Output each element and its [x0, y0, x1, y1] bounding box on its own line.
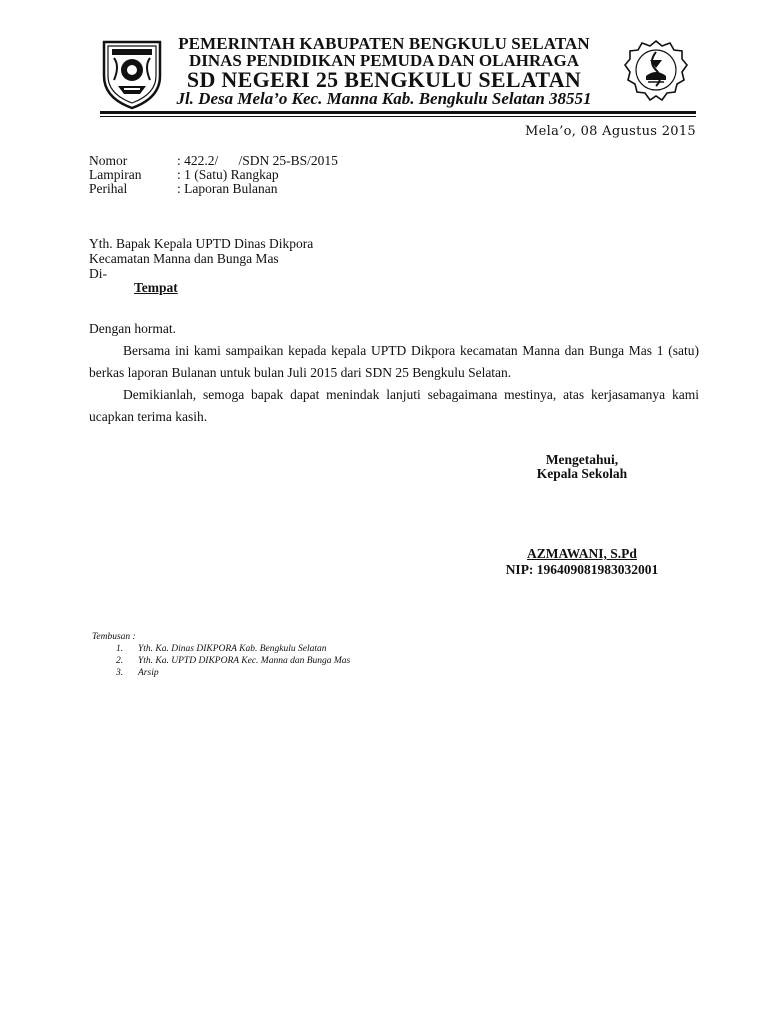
signature-nip: NIP: 196409081983032001: [505, 562, 659, 577]
greeting: Dengan hormat.: [89, 321, 176, 336]
tembusan-title: Tembusan :: [92, 632, 136, 642]
letterhead-school-name: SD NEGERI 25 BENGKULU SELATAN: [186, 67, 582, 92]
body-paragraph-2: Demikianlah, semoga bapak dapat menindak lanjuti sebagaimana mestinya, atas kerjasamanya kami ucapkan terima kasih.: [89, 387, 699, 424]
meta-value: : Laporan Bulanan: [177, 181, 278, 196]
meta-label: Perihal: [89, 181, 128, 196]
meta-label: Lampiran: [89, 167, 142, 182]
signature-name: AZMAWANI, S.Pd: [527, 546, 637, 561]
meta-value: : 1 (Satu) Rangkap: [177, 167, 279, 182]
body-paragraph-1: Bersama ini kami sampaikan kepada kepala UPTD Dikpora kecamatan Manna dan Bunga Mas 1 (satu) berkas laporan Bulanan untuk bulan Juli 2015 dari SDN 25 Bengkulu Selatan.: [89, 343, 699, 380]
meta-row-perihal: [89, 181, 277, 197]
signature-role: Kepala Sekolah: [536, 466, 628, 481]
tembusan-item: 2. Yth. Ka. UPTD DIKPORA Kec. Manna dan Bunga Mas: [116, 656, 351, 666]
recipient-line-1: Yth. Bapak Kepala UPTD Dinas Dikpora: [89, 236, 314, 251]
recipient-line-2: Kecamatan Manna dan Bunga Mas: [89, 251, 279, 266]
recipient-place: Tempat: [134, 280, 178, 295]
letter-date: Mela’o, 08 Agustus 2015: [525, 124, 696, 139]
tembusan-item: 3. Arsip: [116, 668, 159, 678]
letterhead-address: Jl. Desa Mela’o Kec. Manna Kab. Bengkulu Selatan 38551: [176, 89, 592, 108]
letterhead-thick-rule: [100, 111, 696, 114]
signature-ack: Mengetahui,: [545, 452, 619, 467]
letterhead-government: PEMERINTAH KABUPATEN BENGKULU SELATAN: [178, 34, 590, 53]
letterhead-department: DINAS PENDIDIKAN PEMUDA DAN OLAHRAGA: [188, 51, 580, 70]
tembusan-item: 1. Yth. Ka. Dinas DIKPORA Kab. Bengkulu Selatan: [116, 644, 327, 654]
meta-label: Nomor: [89, 153, 128, 168]
letterhead-thin-rule: [100, 116, 696, 117]
meta-value: : 422.2/ /SDN 25-BS/2015: [177, 153, 338, 168]
recipient-line-3: Di-: [89, 266, 107, 281]
